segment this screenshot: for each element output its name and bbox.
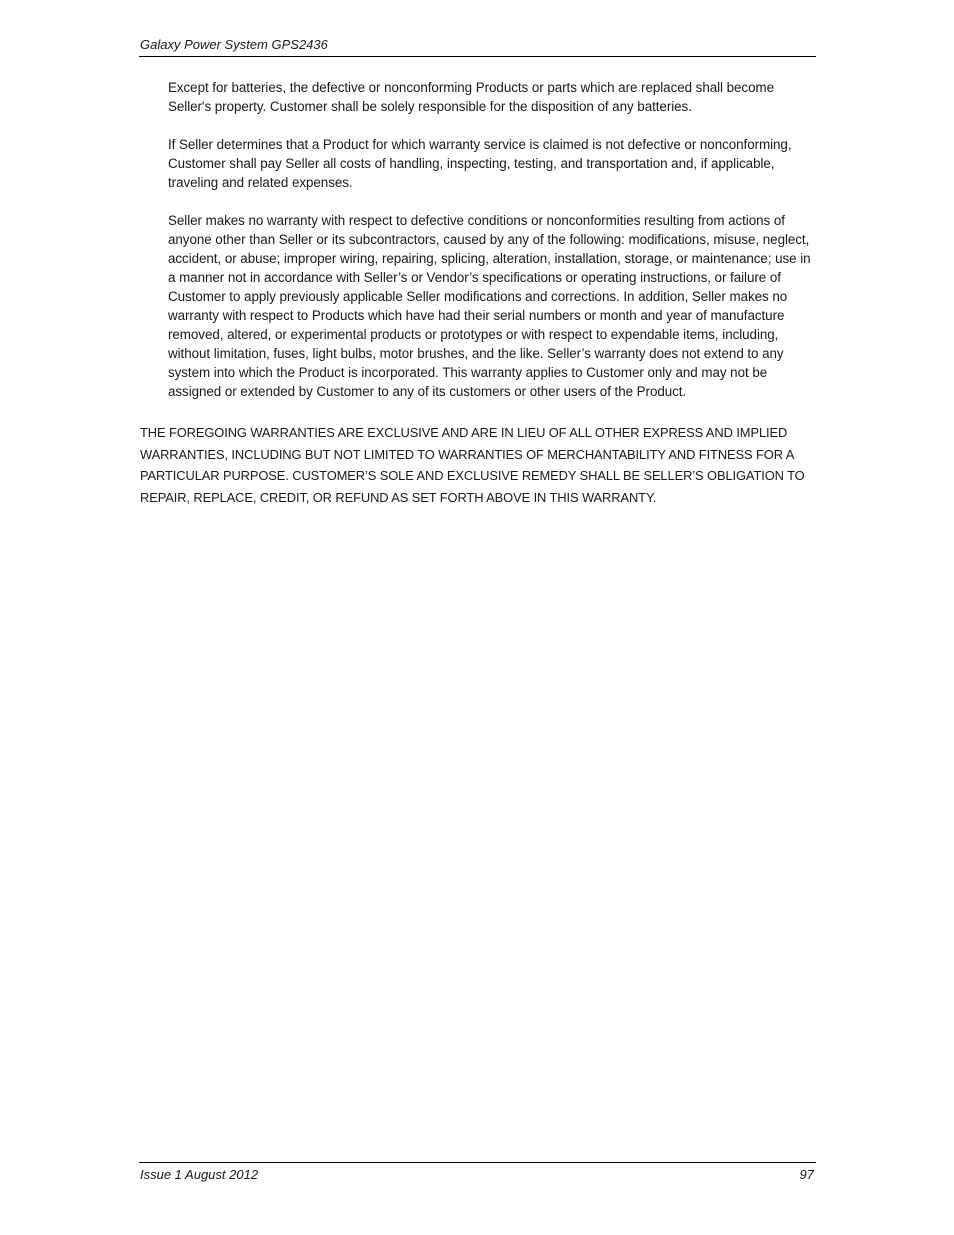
page-content — [139, 78, 819, 508]
batteries-paragraph: Except for batteries, the defective or nonconforming Products or parts which are replaced shall become Seller's property. Customer shall be solely responsible for the disposition of any batteries. — [168, 80, 774, 114]
document-title: Galaxy Power System GPS2436 — [140, 37, 328, 52]
page-number: 97 — [799, 1167, 814, 1182]
warranty-conditions — [168, 78, 819, 401]
service-costs-paragraph: If Seller determines that a Product for which warranty service is claimed is not defective or nonconforming, Customer shall pay Seller all costs of handling, inspecting, testing, and transportation and, if applicable, traveling and related expenses. — [168, 137, 792, 190]
warranty-disclaimer: THE FOREGOING WARRANTIES ARE EXCLUSIVE AND ARE IN LIEU OF ALL OTHER EXPRESS AND IMPLIED WARRANTIES, INCLUDING BUT NOT LIMITED TO WARRANTIES OF MERCHANTABILITY AND FITNESS FOR A PARTICULAR PURPOSE. CUSTOMER’S SOLE AND EXCLUSIVE REMEDY SHALL BE SELLER’S OBLIGATION TO REPAIR, REPLACE, CREDIT, OR REFUND AS SET FORTH ABOVE IN THIS WARRANTY. — [140, 425, 805, 505]
exclusions-paragraph: Seller makes no warranty with respect to defective conditions or nonconformities resulting from actions of anyone other than Seller or its subcontractors, caused by any of the following: modifications, misuse, neglect, accident, or abuse; improper wiring, repairing, splicing, alteration, installation, storage, or maintenance; use in a manner not in accordance with Seller’s or Vendor’s specifications or operating instructions, or failure of Customer to apply previously applicable Seller modifications and corrections. In addition, Seller makes no warranty with respect to Products which have had their serial numbers or month and year of manufacture removed, altered, or experimental products or prototypes or with respect to expendable items, including, without limitation, fuses, light bulbs, motor brushes, and the like. Seller’s warranty does not extend to any system into which the Product is incorporated. This warranty applies to Customer only and may not be assigned or extended by Customer to any of its customers or other users of the Product. — [168, 213, 811, 399]
issue-date: Issue 1 August 2012 — [140, 1167, 259, 1182]
running-header — [139, 37, 816, 57]
running-footer — [139, 1162, 816, 1185]
